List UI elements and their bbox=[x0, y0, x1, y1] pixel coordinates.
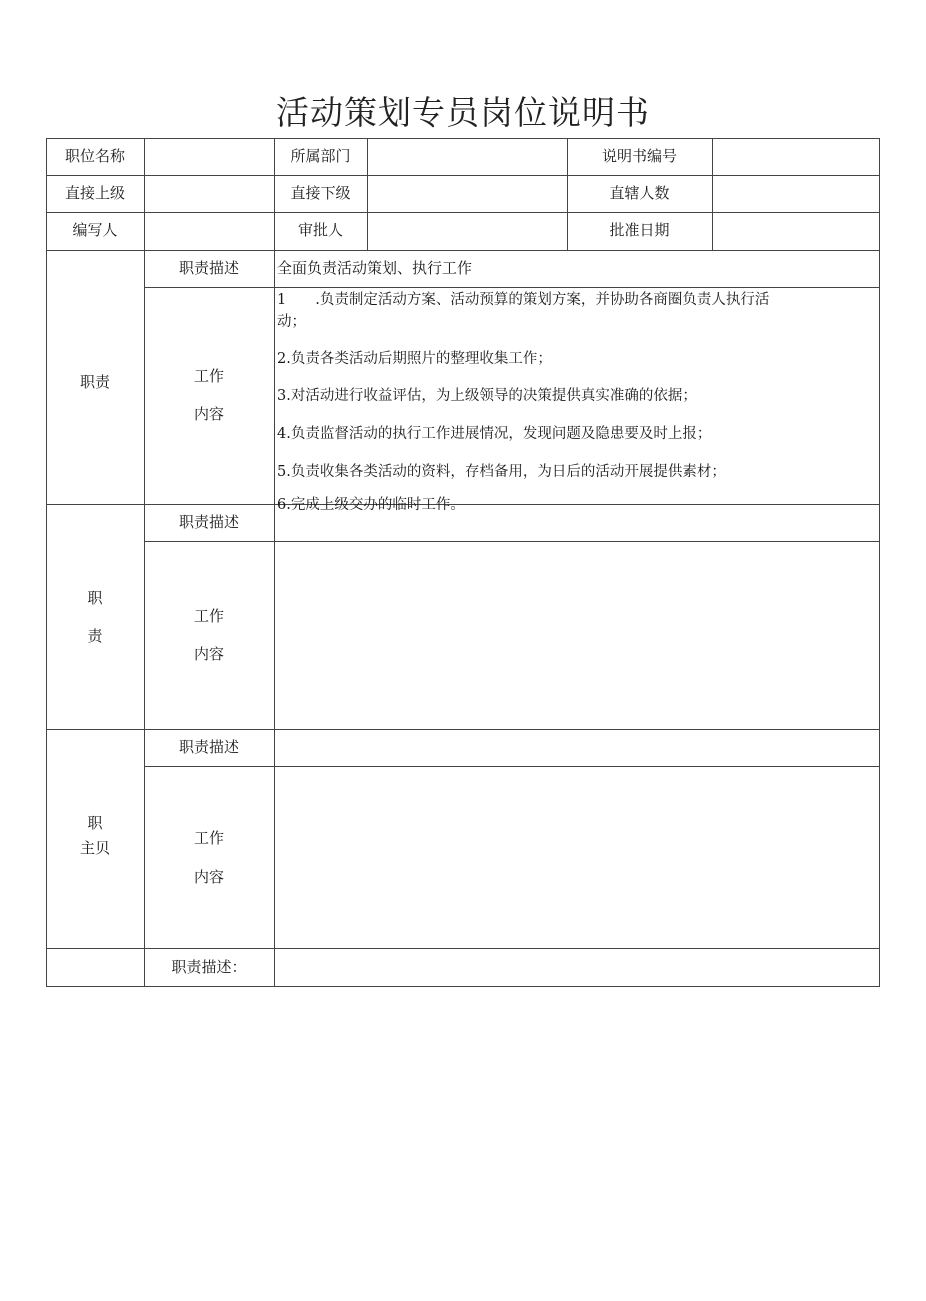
label-document-number: 说明书编号 bbox=[601, 147, 677, 165]
section1-desc-value: 全面负责活动策划、执行工作 bbox=[277, 259, 473, 277]
section1-content-label-1: 工作 bbox=[193, 367, 224, 385]
duty-item-3: 3.对活动进行收益评估，为上级领导的决策提供真实准确的依据； bbox=[277, 388, 697, 404]
row-divider bbox=[144, 766, 880, 767]
label-author: 编写人 bbox=[72, 221, 118, 239]
row-divider bbox=[46, 212, 880, 213]
column-divider bbox=[712, 138, 713, 250]
column-divider bbox=[274, 138, 275, 986]
table-border-top bbox=[46, 138, 880, 139]
label-direct-superior: 直接上级 bbox=[64, 184, 125, 202]
row-divider bbox=[144, 541, 880, 542]
section2-desc-label: 职责描述 bbox=[178, 513, 239, 531]
section2-label-1: 职 bbox=[87, 589, 103, 607]
label-headcount: 直辖人数 bbox=[609, 184, 670, 202]
section3-desc-label: 职责描述 bbox=[178, 738, 239, 756]
table-border-bottom bbox=[46, 986, 880, 987]
section1-desc-label: 职责描述 bbox=[178, 259, 239, 277]
section3-label-2: 主贝 bbox=[79, 839, 110, 857]
section1-label: 职责 bbox=[79, 373, 110, 391]
section1-content-label-2: 内容 bbox=[193, 405, 224, 423]
section4-desc-label: 职责描述： bbox=[171, 958, 247, 976]
duty-item-1-cont: 动； bbox=[277, 314, 306, 330]
section2-content-label-1: 工作 bbox=[193, 607, 224, 625]
column-divider bbox=[367, 138, 368, 250]
label-department: 所属部门 bbox=[290, 147, 351, 165]
section3-content-label-2: 内容 bbox=[193, 868, 224, 886]
section3-label-1: 职 bbox=[87, 814, 103, 832]
section1-work-content bbox=[276, 288, 879, 513]
page-title: 活动策划专员岗位说明书 bbox=[276, 93, 650, 132]
duty-item-2: 2.负责各类活动后期照片的整理收集工作； bbox=[277, 351, 552, 367]
section3-content-label-1: 工作 bbox=[193, 829, 224, 847]
section2-content-label-2: 内容 bbox=[193, 645, 224, 663]
duty-item-5: 5.负责收集各类活动的资料，存档备用，为日后的活动开展提供素材； bbox=[277, 464, 726, 480]
label-direct-subordinate: 直接下级 bbox=[290, 184, 351, 202]
label-position-name: 职位名称 bbox=[64, 147, 125, 165]
duty-item-1: 1 .负责制定活动方案、活动预算的策划方案，并协助各商圈负责人执行活 bbox=[277, 292, 770, 308]
section2-label-2: 责 bbox=[87, 627, 103, 645]
duty-item-4: 4.负责监督活动的执行工作进展情况，发现问题及隐患要及时上报； bbox=[277, 426, 712, 442]
duty-item-6: 6.完成上级交办的临时工作。 bbox=[277, 497, 465, 513]
row-divider bbox=[46, 175, 880, 176]
label-approver: 审批人 bbox=[297, 221, 343, 239]
table-border-right bbox=[879, 138, 880, 986]
label-approval-date: 批准日期 bbox=[609, 221, 670, 239]
